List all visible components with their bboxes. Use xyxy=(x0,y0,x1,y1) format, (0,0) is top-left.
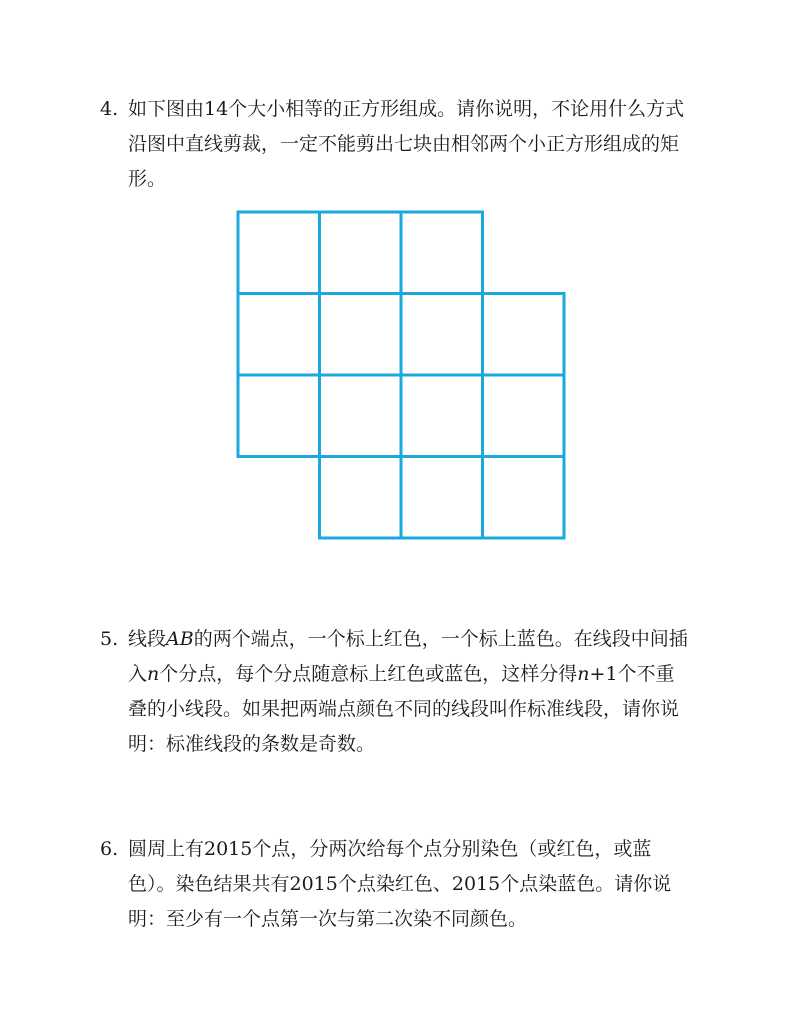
problem-6 xyxy=(100,832,710,937)
grid-square xyxy=(401,375,483,457)
problem-text: 入 xyxy=(128,663,148,685)
problem-text: 圆周上有2015个点，分两次给每个点分别染色（或红色，或蓝 xyxy=(128,838,652,860)
problem-4-line-1 xyxy=(100,92,710,127)
problem-text: 的两个端点，一个标上红色，一个标上蓝色。在线段中间插 xyxy=(193,628,688,650)
problem-4-line-2: 沿图中直线剪裁，一定不能剪出七块由相邻两个小正方形组成的矩 xyxy=(128,133,680,155)
grid-square xyxy=(483,457,565,539)
grid-square xyxy=(320,457,402,539)
problem-text: 如下图由14个大小相等的正方形组成。请你说明，不论用什么方式 xyxy=(128,98,685,120)
problem-4-line-3: 形。 xyxy=(128,168,167,190)
problem-6-line-3: 明：至少有一个点第一次与第二次染不同颜色。 xyxy=(128,908,528,930)
problem-number: 6. xyxy=(100,838,119,860)
problem-6-line-1 xyxy=(100,832,710,867)
grid-square xyxy=(238,375,320,457)
problem-5-line-1 xyxy=(100,622,710,657)
problem-5-line-2 xyxy=(100,657,710,692)
grid-square xyxy=(483,375,565,457)
grid-square xyxy=(320,294,402,376)
problem-5-line-3: 叠的小线段。如果把两端点颜色不同的线段叫作标准线段，请你说 xyxy=(128,698,680,720)
square-grid-figure xyxy=(236,210,566,540)
grid-square xyxy=(401,212,483,294)
grid-square xyxy=(238,294,320,376)
problem-number: 4. xyxy=(100,98,119,120)
grid-square xyxy=(483,294,565,376)
grid-square xyxy=(320,212,402,294)
problem-text: 线段 xyxy=(128,628,167,650)
problem-text: 个分点，每个分点随意标上红色或蓝色，这样分得 xyxy=(159,663,578,685)
grid-square xyxy=(320,375,402,457)
grid-square xyxy=(401,457,483,539)
problem-6-line-2: 色）。染色结果共有2015个点染红色、2015个点染蓝色。请你说 xyxy=(128,873,672,895)
grid-square xyxy=(238,212,320,294)
segment-variable: AB xyxy=(166,628,194,650)
problem-text: +1个不重 xyxy=(589,663,675,685)
problem-4 xyxy=(100,92,710,197)
n-variable: n xyxy=(577,663,590,685)
problem-number: 5. xyxy=(100,628,119,650)
problem-5-line-4: 明：标准线段的条数是奇数。 xyxy=(128,733,376,755)
problem-5 xyxy=(100,622,710,762)
n-variable: n xyxy=(147,663,160,685)
grid-square xyxy=(401,294,483,376)
